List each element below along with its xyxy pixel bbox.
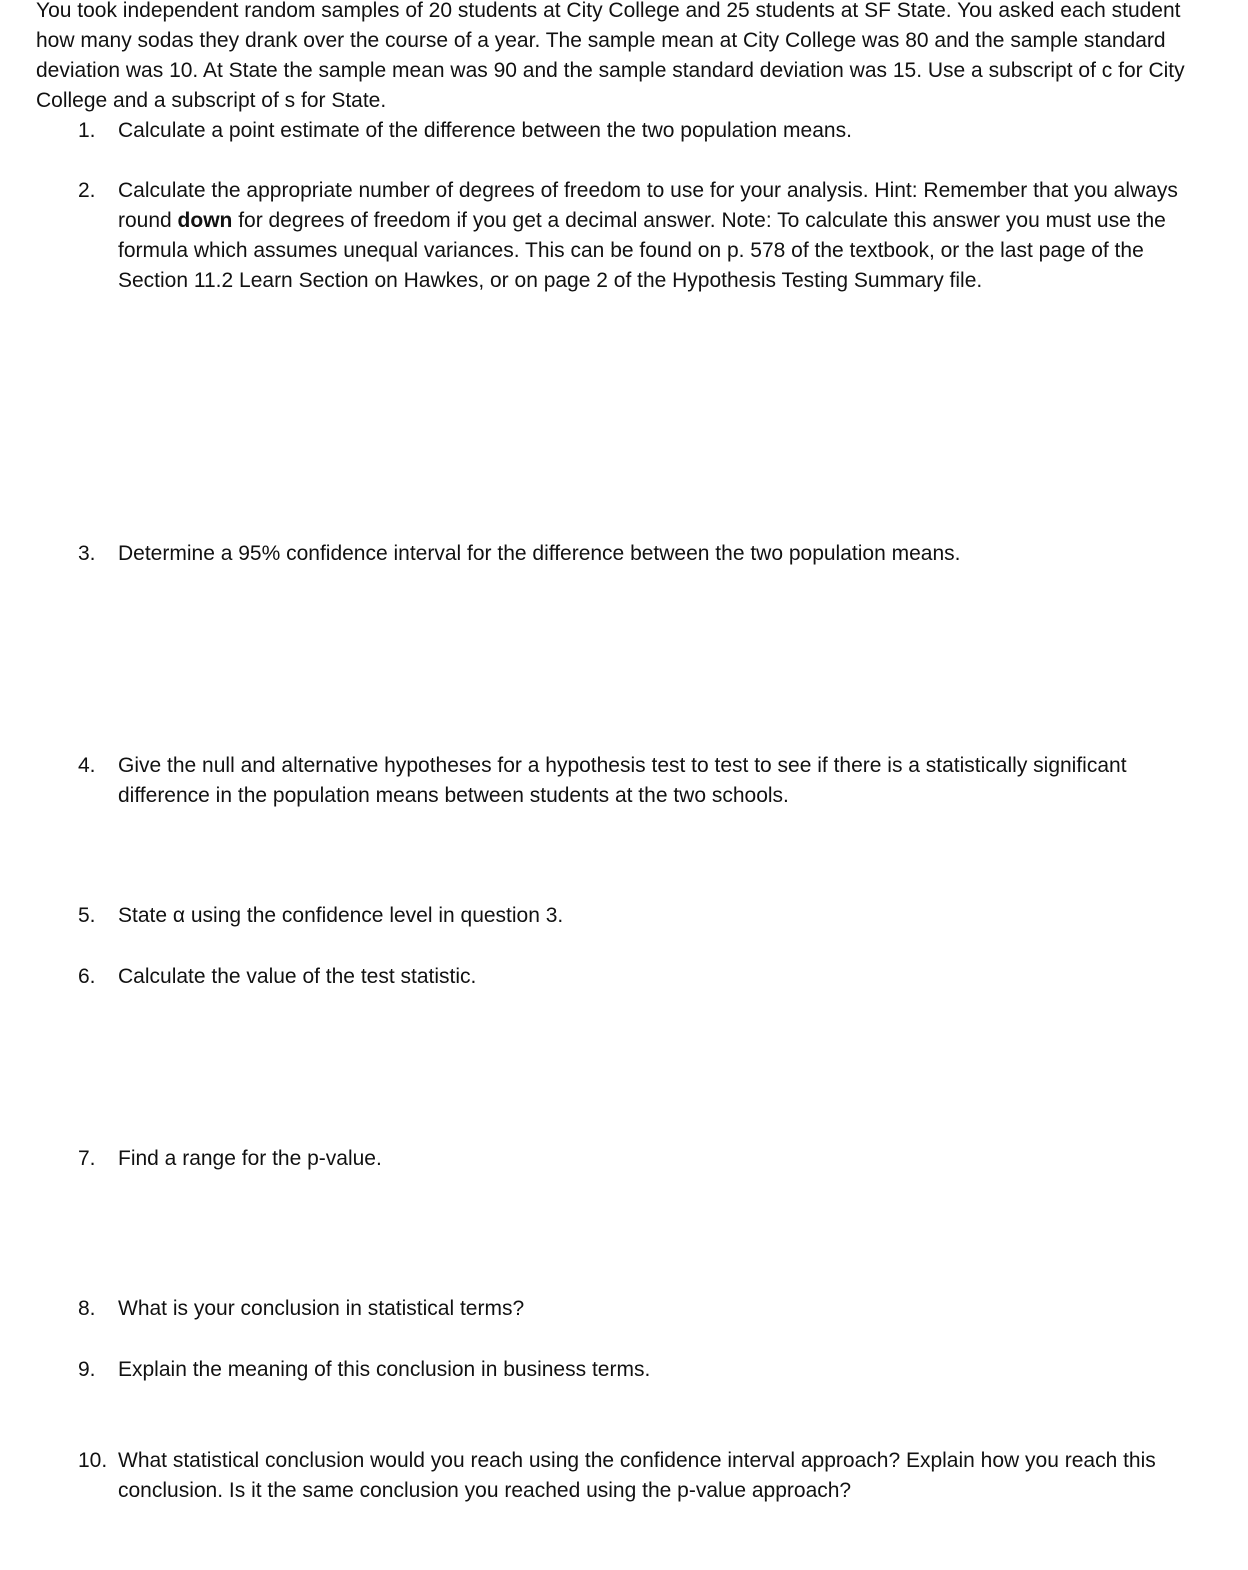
question-number: 3. — [78, 542, 96, 565]
question-number: 10. — [78, 1449, 108, 1472]
question-text-part: for degrees of freedom if you get a decimal answer. Note: To calculate this answer you must use the formula which assumes unequal variances. This can be found on p. 578 of the textbook, or the last page of the Section 11.2 Learn Section on Hawkes, or on page 2 of the Hypothesis Testing Summary file. — [118, 209, 1166, 292]
question-8 — [78, 1294, 1208, 1324]
question-number: 4. — [78, 754, 96, 777]
question-text — [78, 176, 1208, 296]
question-number: 7. — [78, 1147, 96, 1170]
question-5 — [78, 901, 1208, 931]
question-text: What statistical conclusion would you reach using the confidence interval approach? Explain how you reach this conclusion. Is it the same conclusion you reached using the p-value approach? — [118, 1449, 1156, 1502]
question-text: Calculate the value of the test statistic. — [118, 965, 477, 988]
question-4 — [78, 751, 1208, 811]
question-text: What is your conclusion in statistical terms? — [118, 1297, 525, 1320]
question-number: 5. — [78, 904, 96, 927]
question-number: 9. — [78, 1358, 96, 1381]
question-text-part: Calculate the appropriate number of degrees of freedom to use for your analysis. Hint: Remember that you always round — [118, 179, 1178, 232]
question-number: 8. — [78, 1297, 96, 1320]
question-text: State α using the confidence level in question 3. — [118, 904, 564, 927]
question-text: Determine a 95% confidence interval for the difference between the two population means. — [118, 542, 961, 565]
question-text: Explain the meaning of this conclusion in business terms. — [118, 1358, 651, 1381]
question-9 — [78, 1355, 1208, 1385]
question-number: 1. — [78, 119, 96, 142]
question-3 — [78, 539, 1208, 569]
emphasis-text: down — [177, 209, 233, 232]
question-2 — [78, 176, 1208, 296]
question-text: Calculate a point estimate of the difference between the two population means. — [118, 119, 852, 142]
question-1 — [78, 116, 1208, 146]
problem-intro: You took independent random samples of 20 students at City College and 25 students at SF State. You asked each student how many sodas they drank over the course of a year. The sample mean at City College was 80 and the sample standard deviation was 10. At State the sample mean was 90 and the sample standard deviation was 15. Use a subscript of c for City College and a subscript of s for State. — [36, 0, 1185, 112]
question-number: 2. — [78, 179, 96, 202]
question-number: 6. — [78, 965, 96, 988]
question-7 — [78, 1144, 1208, 1174]
question-text: Give the null and alternative hypotheses for a hypothesis test to test to see if there is a statistically significant difference in the population means between students at the two schools. — [118, 754, 1127, 807]
question-6 — [78, 962, 1208, 992]
question-10 — [78, 1446, 1208, 1506]
question-text: Find a range for the p-value. — [118, 1147, 382, 1170]
